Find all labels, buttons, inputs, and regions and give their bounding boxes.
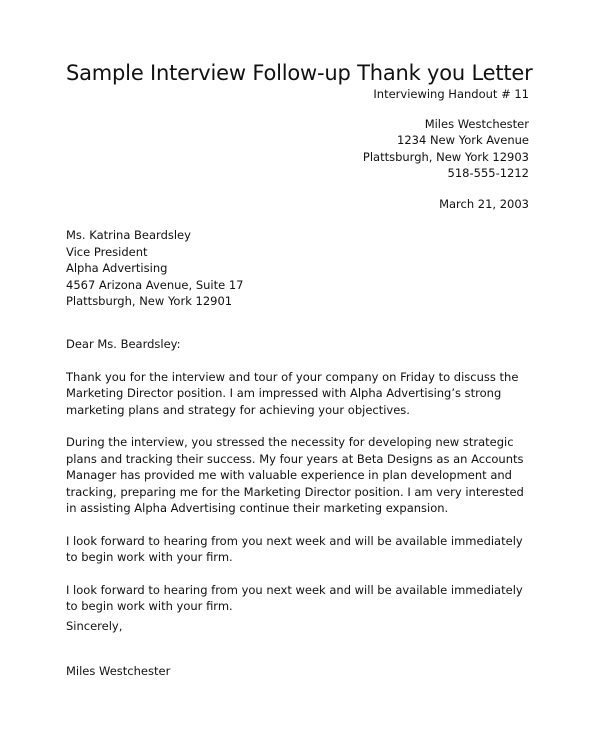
sender-city: Plattsburgh, New York 12903 xyxy=(362,149,529,164)
sender-phone: 518-555-1212 xyxy=(447,165,529,180)
sender-street: 1234 New York Avenue xyxy=(397,133,529,148)
letter-date: March 21, 2003 xyxy=(439,197,529,212)
recipient-title: Vice President xyxy=(66,244,148,259)
recipient-name: Ms. Katrina Beardsley xyxy=(66,228,191,242)
letter-body xyxy=(66,336,536,631)
body-paragraph: Thank you for the interview and tour of your company on Friday to discuss the Marketing Director position. I am impressed with Alpha Advertising’s strong marketing plans and strategy for achieving your objectives. xyxy=(66,369,519,417)
recipient-street: 4567 Arizona Avenue, Suite 17 xyxy=(66,277,244,292)
sender-name: Miles Westchester xyxy=(424,117,529,131)
signature-name: Miles Westchester xyxy=(66,664,171,678)
body-paragraph: During the interview, you stressed the necessity for developing new strategic plans and tracking their success. My four years at Beta Designs as an Accounts Manager has provided me with valuable experience in plan development and tracking, preparing me for the Marketing Director position. I am very interested in assisting Alpha Advertising continue their marketing expansion. xyxy=(66,435,524,516)
body-paragraph: I look forward to hearing from you next week and will be available immediately to begin work with your firm. xyxy=(66,533,523,565)
recipient-city: Plattsburgh, New York 12901 xyxy=(66,294,233,308)
document-title: Sample Interview Follow-up Thank you Letter xyxy=(66,61,533,85)
handout-label: Interviewing Handout # 11 xyxy=(373,87,529,101)
sender-address-block xyxy=(363,116,529,212)
recipient-company: Alpha Advertising xyxy=(66,261,168,275)
closing: Sincerely, xyxy=(66,619,123,633)
salutation: Dear Ms. Beardsley: xyxy=(66,337,181,351)
recipient-address-block xyxy=(66,227,243,310)
body-paragraph: I look forward to hearing from you next week and will be available immediately to begin work with your firm. xyxy=(66,583,523,614)
